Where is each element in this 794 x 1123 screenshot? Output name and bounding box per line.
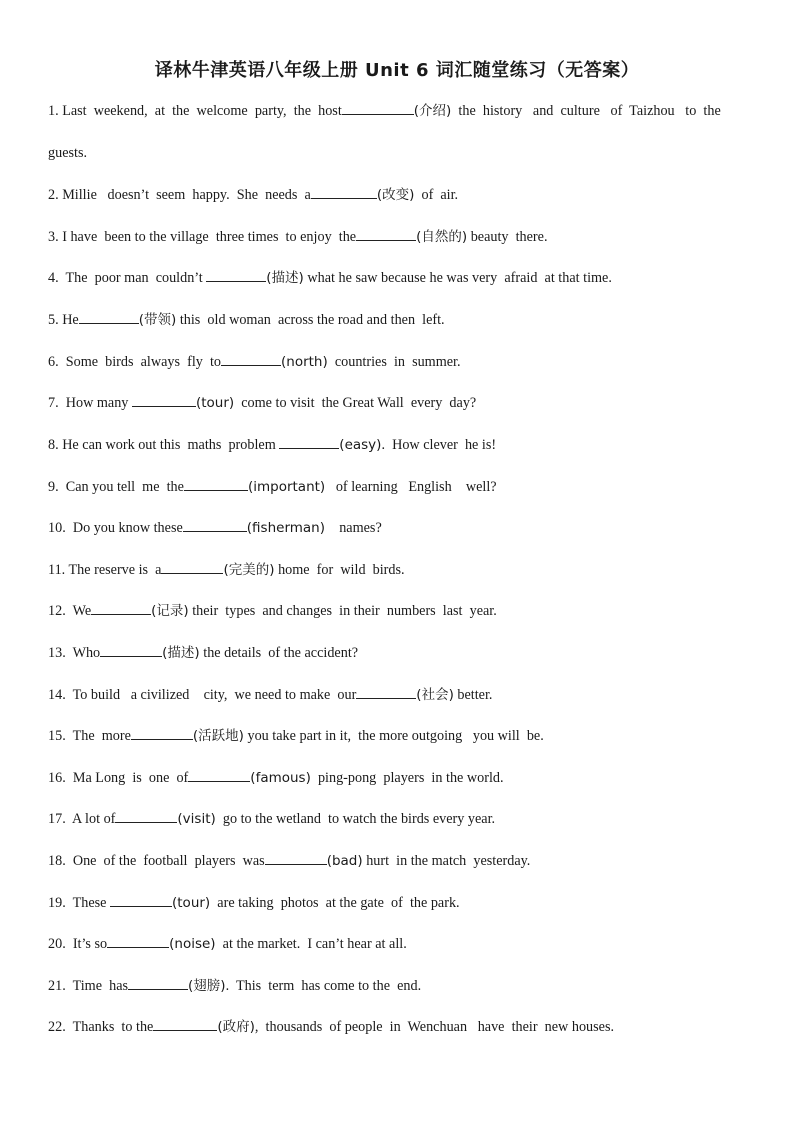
question-text: 22. Thanks to the [48, 1019, 154, 1035]
answer-blank[interactable] [188, 768, 250, 782]
question-text-end: better. [453, 687, 493, 703]
word-hint: (noise) [169, 936, 216, 952]
answer-blank[interactable] [311, 185, 377, 199]
word-hint: (famous) [250, 770, 311, 786]
question-13 [48, 643, 748, 663]
answer-blank[interactable] [356, 685, 416, 699]
question-text-end: what he saw because he was very afraid at that time. [303, 270, 612, 286]
question-text-end: . This term has come to the end. [225, 978, 422, 994]
question-text-end: of air. [414, 187, 459, 203]
answer-blank[interactable] [91, 601, 151, 615]
question-text-end: ping-pong players in the world. [310, 770, 504, 786]
question-11 [48, 560, 748, 580]
word-hint: (描述) [266, 270, 304, 286]
word-hint: (bad) [326, 853, 363, 869]
question-text: 6. Some birds always fly to [48, 354, 221, 370]
question-17 [48, 809, 748, 829]
question-text: 16. Ma Long is one of [48, 770, 189, 786]
question-4 [48, 268, 748, 288]
question-text-end: this old woman across the road and then left. [176, 312, 445, 328]
question-6 [48, 352, 748, 372]
answer-blank[interactable] [265, 851, 327, 865]
word-hint: (社会) [416, 687, 454, 703]
question-20 [48, 934, 748, 954]
question-text-end: their types and changes in their numbers last year. [188, 603, 497, 619]
word-hint: (fisherman) [246, 520, 326, 536]
word-hint: (活跃地) [192, 728, 244, 744]
word-hint: (自然的) [416, 229, 468, 245]
question-22 [48, 1017, 748, 1037]
question-text: 14. To build a civilized city, we need to make our [48, 687, 357, 703]
answer-blank[interactable] [107, 934, 169, 948]
question-text: 19. These [48, 895, 110, 911]
question-text: 2. Millie doesn’t seem happy. She needs a [48, 187, 311, 203]
word-hint: (visit) [177, 811, 216, 827]
question-text: 3. I have been to the village three times to enjoy the [48, 229, 357, 245]
answer-blank[interactable] [153, 1017, 217, 1031]
word-hint: (介绍) [413, 103, 452, 119]
word-hint: (翅膀) [188, 978, 226, 994]
question-text-end: the details of the accident? [199, 645, 359, 661]
question-10 [48, 518, 748, 538]
answer-blank[interactable] [131, 726, 193, 740]
question-text: 13. Who [48, 645, 101, 661]
word-hint: (记录) [151, 603, 189, 619]
question-5 [48, 310, 748, 330]
question-text-end: names? [325, 520, 382, 536]
answer-blank[interactable] [110, 893, 172, 907]
word-hint: (tour) [195, 395, 235, 411]
answer-blank[interactable] [161, 560, 223, 574]
answer-blank[interactable] [342, 101, 414, 115]
word-hint: (easy) [339, 437, 382, 453]
question-text: 4. The poor man couldn’t [48, 270, 207, 286]
question-text-end: are taking photos at the gate of the park. [210, 895, 460, 911]
question-1 [48, 101, 748, 163]
question-text-end: countries in summer. [327, 354, 461, 370]
answer-blank[interactable] [128, 976, 188, 990]
question-text-end: you take part in it, the more outgoing you will be. [243, 728, 544, 744]
answer-blank[interactable] [79, 310, 139, 324]
question-16 [48, 768, 748, 788]
question-text-end: home for wild birds. [274, 562, 405, 578]
question-text: 21. Time has [48, 978, 129, 994]
question-text: 7. How many [48, 395, 132, 411]
question-text: 5. He [48, 312, 79, 328]
question-text-end: hurt in the match yesterday. [362, 853, 531, 869]
question-18 [48, 851, 748, 871]
question-text: 20. It’s so [48, 936, 108, 952]
question-2 [48, 185, 748, 205]
answer-blank[interactable] [184, 477, 248, 491]
word-hint: (完美的) [223, 562, 275, 578]
question-12 [48, 601, 748, 621]
question-3 [48, 227, 748, 247]
answer-blank[interactable] [183, 518, 247, 532]
word-hint: (描述) [162, 645, 200, 661]
question-15 [48, 726, 748, 746]
question-9 [48, 477, 748, 497]
question-7 [48, 393, 748, 413]
question-text-end: beauty there. [467, 229, 548, 245]
answer-blank[interactable] [206, 268, 266, 282]
answer-blank[interactable] [221, 352, 281, 366]
question-8 [48, 435, 748, 455]
question-text: 15. The more [48, 728, 131, 744]
word-hint: (tour) [172, 895, 211, 911]
answer-blank[interactable] [100, 643, 162, 657]
page-title: 译林牛津英语八年级上册 Unit 6 词汇随堂练习（无答案） [154, 60, 640, 81]
question-text: 18. One of the football players was [48, 853, 265, 869]
answer-blank[interactable] [356, 227, 416, 241]
word-hint: (政府) [217, 1019, 255, 1035]
question-text-end: go to the wetland to watch the birds every year. [215, 811, 496, 827]
word-hint: (important) [247, 479, 326, 495]
question-text-end: at the market. I can’t hear at all. [215, 936, 407, 952]
answer-blank[interactable] [132, 393, 196, 407]
answer-blank[interactable] [115, 809, 177, 823]
question-text: 10. Do you know these [48, 520, 183, 536]
question-text: 17. A lot of [48, 811, 116, 827]
question-continuation: guests. [48, 145, 88, 161]
question-21 [48, 976, 748, 996]
question-text-end: . How clever he is! [381, 437, 497, 453]
question-19 [48, 893, 748, 913]
answer-blank[interactable] [279, 435, 339, 449]
question-14 [48, 685, 748, 705]
question-text: 8. He can work out this maths problem [48, 437, 280, 453]
question-text: 11. The reserve is a [48, 562, 162, 578]
word-hint: (改变) [376, 187, 415, 203]
question-text: 1. Last weekend, at the welcome party, the host [48, 103, 342, 119]
question-text-end: of learning English well? [325, 479, 497, 495]
word-hint: (north) [281, 354, 328, 370]
question-text-end: the history and culture of Taizhou to the [451, 103, 721, 119]
question-text: 9. Can you tell me the [48, 479, 184, 495]
question-text: 12. We [48, 603, 92, 619]
word-hint: (带领) [138, 312, 177, 328]
question-text-end: , thousands of people in Wenchuan have their new houses. [254, 1019, 615, 1035]
question-text-end: come to visit the Great Wall every day? [234, 395, 477, 411]
